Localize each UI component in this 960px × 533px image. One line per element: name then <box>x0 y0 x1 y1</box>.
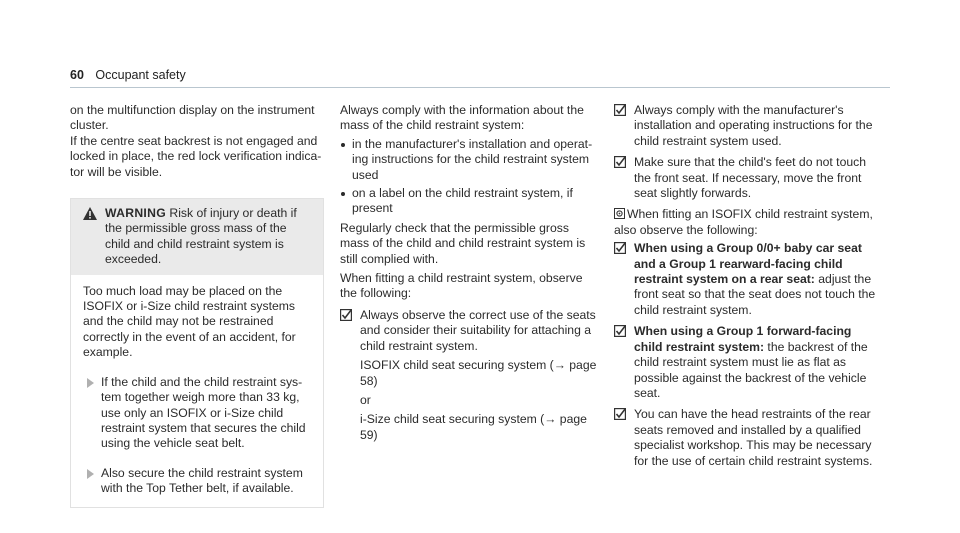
checklist-item <box>614 324 876 401</box>
warning-box <box>70 198 324 508</box>
checklist-item <box>614 241 876 318</box>
checklist-rest-text: adjust the front seat so that the seat does not touch the child restraint system. <box>634 272 876 317</box>
list-item <box>340 137 600 183</box>
checklist-text <box>634 241 876 318</box>
section-title: Occupant safety <box>95 68 186 82</box>
checklist-rest-text: the backrest of the child restraint system must lie as flat as possible against the backrest of the vehicle seat. <box>634 339 868 400</box>
checkbox-check-icon <box>614 325 626 337</box>
page-header <box>70 68 186 83</box>
page-number: 60 <box>70 68 84 82</box>
bullet-icon <box>341 192 345 196</box>
column-right <box>614 103 876 469</box>
list-item-text: in the manufacturer's installation and operating instructions for the child restraint system used <box>352 136 593 182</box>
checklist-bold-text: When using a Group 1 forward-facing child restraint system: <box>634 324 852 354</box>
page-reference: ISOFIX child seat securing system (→ page 58) <box>360 358 597 388</box>
warning-body <box>71 275 323 507</box>
isofix-note <box>614 207 876 238</box>
list-item <box>340 186 600 217</box>
checklist-text: You can have the head restraints of the rear seats removed and installed by a qualified specialist workshop. This may be necessary for the use of certain child restraint systems. <box>634 407 873 468</box>
warning-text: Too much load may be placed on the ISOFIX or i-Size child restraint systems and the child may not be restrained correctly in the event of an accident, for example. <box>83 283 296 360</box>
or-text: or <box>360 392 371 407</box>
checkbox-check-icon <box>614 104 626 116</box>
warning-title: WARNING <box>105 206 167 221</box>
warning-step <box>83 466 311 497</box>
page-reference: i-Size child seat securing system (→ page 59) <box>360 412 587 442</box>
warning-triangle-icon <box>83 207 97 220</box>
warning-step-text: If the child and the child restraint system together weigh more than 33 kg, use only an ISOFIX or i-Size child restraint system that secures the child using the vehicle seat belt. <box>101 374 306 451</box>
checklist-text: Always observe the correct use of the seats and consider their suitability for attaching a child restraint system. <box>360 307 596 353</box>
checklist-item <box>614 407 876 469</box>
checkbox-check-icon <box>614 242 626 254</box>
checklist-text <box>634 324 876 401</box>
column-middle <box>340 103 600 443</box>
note-text: When fitting an ISOFIX child restraint system, also observe the following: <box>614 207 873 237</box>
checkbox-check-icon <box>340 309 352 321</box>
intro-text: on the multifunction display on the instrument cluster. <box>70 103 315 133</box>
warning-step-text: Also secure the child restraint system with the Top Tether belt, if available. <box>101 465 303 496</box>
list-item-text: on a label on the child restraint system, if present <box>352 186 573 216</box>
mass-info-text: Always comply with the information about the mass of the child restraint system: <box>340 103 584 133</box>
warning-heading: Risk of injury or death if the permissible gross mass of the child and child restraint system is exceeded. <box>105 206 297 267</box>
bullet-icon <box>341 143 345 147</box>
checklist-item <box>614 155 876 201</box>
checklist-bold-text: When using a Group 0/0+ baby car seat and a Group 1 rearward-facing child restraint system on a rear seat: <box>634 241 862 287</box>
checklist-text: Always comply with the manufacturer's installation and operating instructions for the child restraint system used. <box>634 103 873 148</box>
warning-header <box>71 199 323 275</box>
checklist-item <box>614 103 876 149</box>
checkbox-check-icon <box>614 156 626 168</box>
info-icon <box>614 208 625 219</box>
warning-step <box>83 375 311 452</box>
column-left <box>70 103 322 508</box>
checklist-item <box>340 308 600 443</box>
check-mass-text: Regularly check that the permissible gross mass of the child and child restraint system is still complied with. <box>340 220 586 266</box>
checkbox-check-icon <box>614 408 626 420</box>
checklist-text: Make sure that the child's feet do not touch the front seat. If necessary, move the front seat slightly forwards. <box>634 155 866 201</box>
arrow-right-icon <box>87 469 94 479</box>
arrow-right-icon <box>87 378 94 388</box>
centre-seat-text: If the centre seat backrest is not engaged and locked in place, the red lock verification indicator will be visible. <box>70 133 322 179</box>
observe-text: When fitting a child restraint system, observe the following: <box>340 271 583 301</box>
header-divider <box>70 87 890 88</box>
